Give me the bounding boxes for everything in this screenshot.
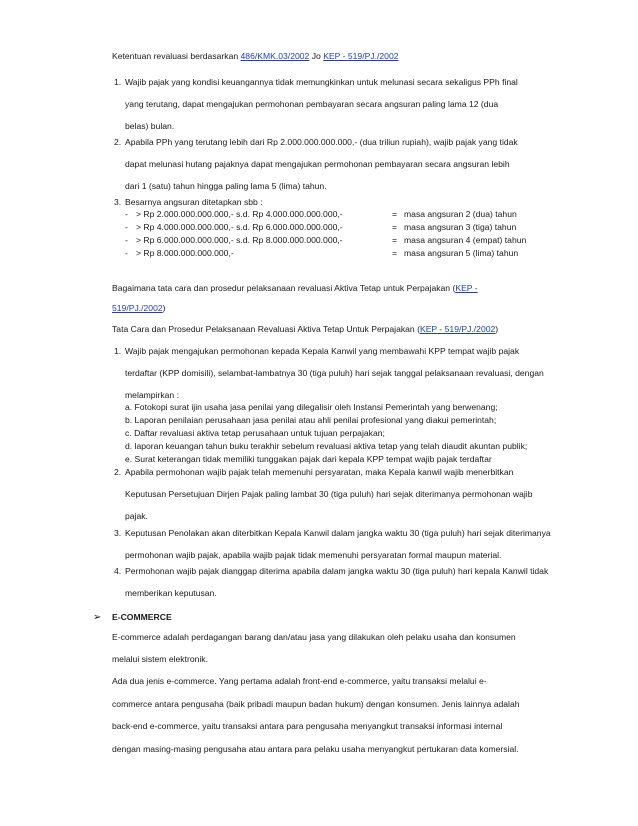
row-equals: = — [392, 209, 398, 219]
s2-item1-number: 1. — [114, 346, 122, 356]
ecommerce-definition-line: E-commerce adalah perdagangan barang dan/atau jasa yang dilakukan oleh pelaku usaha dan konsumen — [112, 632, 516, 642]
s1-item2-line: Apabila PPh yang terutang lebih dari Rp 2.000.000.000.000,- (dua triliun rupiah), wajib pajak yang tidak — [125, 137, 518, 147]
row-term: masa angsuran 5 (lima) tahun — [404, 248, 519, 258]
s1-item2-line: dapat melunasi hutang pajaknya dapat mengajukan permohonan pembayaran secara angsuran lebih — [125, 159, 510, 169]
row-dash: - — [125, 222, 128, 232]
s2-item1-line: terdaftar (KPP domisili), selambat-lambatnya 30 (tiga puluh) hari sejak tanggal pelaksanaan revaluasi, dengan — [125, 368, 544, 378]
s1-item1-line: Wajib pajak yang kondisi keuangannya tidak memungkinkan untuk melunasi secara sekaligus PPh final — [125, 77, 518, 87]
link-486-kmk[interactable]: 486/KMK.03/2002 — [240, 51, 310, 61]
ecommerce-definition-line: melalui sistem elektronik. — [112, 654, 208, 664]
link-kep-519-heading[interactable]: KEP - 519/PJ./2002 — [419, 324, 496, 334]
procedure-heading: Tata Cara dan Prosedur Pelaksanaan Revaluasi Aktiva Tetap Untuk Perpajakan (KEP - 519/PJ./2002) — [112, 324, 499, 334]
s1-item3-line: Besarnya angsuran ditetapkan sbb : — [125, 197, 263, 207]
row-equals: = — [392, 222, 398, 232]
s2-item1-line: Wajib pajak mengajukan permohonan kepada Kepala Kanwil yang membawahi KPP tempat wajib pajak — [125, 346, 520, 356]
attachment-item: b. Laporan penilaian perusahaan jasa penilai atau ahli penilai profesional yang diakui pemerintah; — [125, 415, 497, 425]
s1-item2-number: 2. — [114, 137, 122, 147]
s1-item2-line: dari 1 (satu) tahun hingga paling lama 5 (lima) tahun. — [125, 181, 327, 191]
attachment-item: e. Surat keterangan tidak memiliki tunggakan pajak dari kepala KPP tempat wajib pajak terdaftar — [125, 454, 492, 464]
row-range: > Rp 8.000.000.000.000,- — [136, 248, 234, 258]
attachment-item: a. Fotokopi surat ijin usaha jasa penilai yang dilegalisir oleh Instansi Pemerintah yang berwenang; — [125, 402, 498, 412]
ecommerce-types-line: commerce antara pengusaha (baik pribadi maupun badan hukum) dengan konsumen. Jenis lainnya adalah — [112, 699, 520, 709]
row-equals: = — [392, 235, 398, 245]
s2-item2-line: Keputusan Persetujuan Dirjen Pajak paling lambat 30 (tiga puluh) hari sejak diterimanya permohonan wajib — [125, 489, 533, 499]
arrow-bullet-icon: ➢ — [93, 612, 102, 623]
ecommerce-heading: E-COMMERCE — [112, 612, 172, 622]
row-dash: - — [125, 209, 128, 219]
procedure-question-cont: 519/PJ./2002) — [112, 303, 166, 313]
s2-item2-line: pajak. — [125, 511, 148, 521]
s1-item1-line: belas) bulan. — [125, 121, 175, 131]
s2-item3-number: 3. — [114, 528, 122, 538]
link-kep-519-question[interactable]: KEP - — [455, 283, 478, 293]
row-dash: - — [125, 248, 128, 258]
ecommerce-types-line: dengan masing-masing pengusaha atau antara para pelaku usaha menyangkut pertukaran data komersial. — [112, 744, 519, 754]
s1-item1-number: 1. — [114, 77, 122, 87]
revaluation-intro: Ketentuan revaluasi berdasarkan 486/KMK.03/2002 Jo KEP - 519/PJ./2002 — [112, 51, 399, 61]
attachment-item: c. Daftar revaluasi aktiva tetap perusahaan untuk tujuan perpajakan; — [125, 428, 385, 438]
row-equals: = — [392, 248, 398, 258]
row-term: masa angsuran 3 (tiga) tahun — [404, 222, 517, 232]
s2-item4-number: 4. — [114, 566, 122, 576]
attachment-item: d. laporan keuangan tahun buku terakhir sebelum revaluasi aktiva tetap yang telah diaudit akuntan publik; — [125, 441, 528, 451]
row-term: masa angsuran 2 (dua) tahun — [404, 209, 517, 219]
s2-item4-line: Permohonan wajib pajak dianggap diterima apabila dalam jangka waktu 30 (tiga puluh) hari kepala Kanwil tidak — [125, 566, 549, 576]
s2-item2-line: Apabila permohonan wajib pajak telah memenuhi persyaratan, maka Kepala kanwil wajib menerbitkan — [125, 467, 514, 477]
s1-item1-line: yang terutang, dapat mengajukan permohonan pembayaran secara angsuran paling lama 12 (dua — [125, 99, 499, 109]
s2-item3-line: permohonan wajib pajak, apabila wajib pajak tidak memenuhi persyaratan formal maupun material. — [125, 550, 502, 560]
row-range: > Rp 2.000.000.000.000,- s.d. Rp 4.000.000.000.000,- — [136, 209, 343, 219]
row-dash: - — [125, 235, 128, 245]
s2-item2-number: 2. — [114, 467, 122, 477]
link-kep-519-question-cont[interactable]: 519/PJ./2002 — [112, 303, 163, 313]
link-kep-519[interactable]: KEP - 519/PJ./2002 — [323, 51, 399, 61]
procedure-question: Bagaimana tata cara dan prosedur pelaksanaan revaluasi Aktiva Tetap untuk Perpajakan (KEP - — [112, 283, 478, 293]
ecommerce-types-line: back-end e-commerce, yaitu transaksi antara para pengusaha menyangkut transaksi informasi internal — [112, 721, 503, 731]
s2-item1-line: melampirkan : — [125, 390, 179, 400]
s2-item4-line: memberikan keputusan. — [125, 588, 217, 598]
ecommerce-types-line: Ada dua jenis e-commerce. Yang pertama adalah front-end e-commerce, yaitu transaksi melalui e- — [112, 676, 487, 686]
s1-item3-number: 3. — [114, 197, 122, 207]
s2-item3-line: Keputusan Penolakan akan diterbitkan Kepala Kanwil dalam jangka waktu 30 (tiga puluh) hari sejak diterimanya — [125, 528, 551, 538]
row-range: > Rp 4.000.000.000.000,- s.d. Rp 6.000.000.000.000,- — [136, 222, 343, 232]
row-range: > Rp 6.000.000.000.000,- s.d. Rp 8.000.000.000.000,- — [136, 235, 343, 245]
row-term: masa angsuran 4 (empat) tahun — [404, 235, 527, 245]
